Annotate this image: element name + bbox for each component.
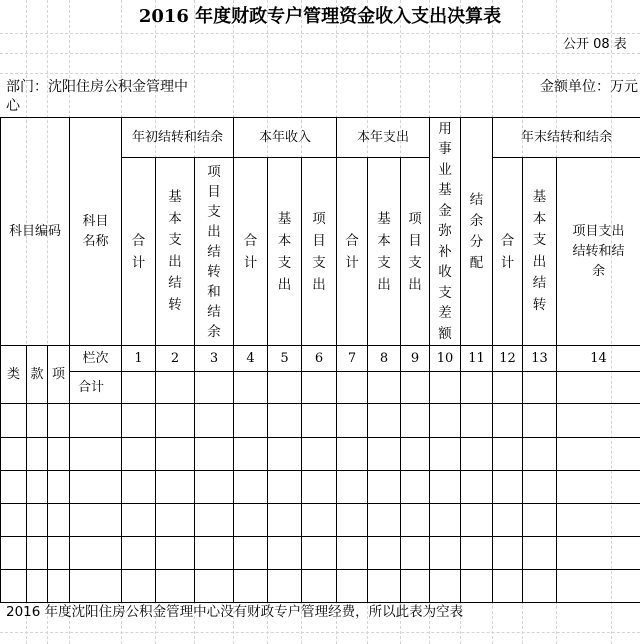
table-cell	[337, 438, 368, 471]
gridline	[0, 33, 640, 34]
gridline	[0, 73, 640, 74]
table-cell	[234, 471, 268, 504]
table-cell	[493, 438, 523, 471]
table-cell	[523, 471, 557, 504]
total-row	[1, 372, 640, 404]
expense-basic-header: 基本支出	[368, 158, 401, 346]
table-cell	[195, 372, 234, 404]
table-cell	[156, 438, 195, 471]
table-cell	[156, 504, 195, 537]
table-cell	[27, 570, 48, 603]
table-cell	[493, 537, 523, 570]
section-header: 款	[27, 346, 48, 404]
table-cell	[70, 504, 122, 537]
end-project-header: 项目支出结转和结余	[557, 158, 640, 346]
surplus-distribution-header: 结余分配	[461, 118, 493, 346]
begin-balance-header: 年初结转和结余	[122, 118, 234, 158]
income-total-header: 合计	[234, 158, 268, 346]
total-row-label: 合计	[70, 372, 122, 404]
col-number: 14	[557, 346, 640, 372]
table-cell	[1, 404, 27, 438]
career-fund-header: 用事业基金弥补收支差额	[430, 118, 461, 346]
subject-code-header: 科目编码	[1, 118, 70, 346]
gridline	[0, 632, 640, 633]
table-cell	[493, 504, 523, 537]
income-header: 本年收入	[234, 118, 337, 158]
table-cell	[461, 404, 493, 438]
table-cell	[368, 372, 401, 404]
table-cell	[401, 504, 430, 537]
table-cell	[368, 438, 401, 471]
table-cell	[70, 438, 122, 471]
col-number: 12	[493, 346, 523, 372]
table-cell	[268, 438, 302, 471]
table-cell	[557, 537, 640, 570]
end-total-header: 合计	[493, 158, 523, 346]
table-cell	[156, 471, 195, 504]
begin-project-header: 项目支出结转和结余	[195, 158, 234, 346]
table-cell	[156, 570, 195, 603]
table-cell	[523, 404, 557, 438]
income-basic-header: 基本支出	[268, 158, 302, 346]
table-cell	[195, 404, 234, 438]
table-cell	[70, 537, 122, 570]
table-cell	[122, 372, 156, 404]
table-cell	[234, 372, 268, 404]
table-cell	[302, 471, 337, 504]
subject-name-header: 科目名称	[70, 118, 122, 346]
table-cell	[156, 372, 195, 404]
expense-total-header: 合计	[337, 158, 368, 346]
table-cell	[48, 537, 70, 570]
table-cell	[523, 372, 557, 404]
col-number: 9	[401, 346, 430, 372]
budget-table	[0, 117, 640, 603]
table-cell	[461, 372, 493, 404]
table-cell	[461, 438, 493, 471]
item-header: 项	[48, 346, 70, 404]
table-cell	[1, 537, 27, 570]
table-cell	[122, 471, 156, 504]
begin-total-header: 合计	[122, 158, 156, 346]
begin-basic-header: 基本支出结转	[156, 158, 195, 346]
table-cell	[430, 438, 461, 471]
table-cell	[401, 471, 430, 504]
footer-note: 2016 年度沈阳住房公积金管理中心没有财政专户管理经费，所以此表为空表	[6, 604, 464, 620]
table-cell	[268, 372, 302, 404]
table-cell	[122, 537, 156, 570]
table-cell	[461, 471, 493, 504]
table-cell	[268, 471, 302, 504]
table-cell	[70, 404, 122, 438]
table-cell	[557, 504, 640, 537]
table-row	[1, 471, 640, 504]
table-cell	[523, 504, 557, 537]
table-cell	[401, 537, 430, 570]
gridline	[0, 53, 640, 54]
table-cell	[302, 570, 337, 603]
table-cell	[27, 404, 48, 438]
table-cell	[557, 570, 640, 603]
col-number: 8	[368, 346, 401, 372]
table-cell	[337, 537, 368, 570]
table-cell	[268, 570, 302, 603]
end-balance-header: 年末结转和结余	[493, 118, 640, 158]
table-cell	[337, 504, 368, 537]
table-cell	[430, 570, 461, 603]
col-number: 7	[337, 346, 368, 372]
table-cell	[368, 570, 401, 603]
col-number: 5	[268, 346, 302, 372]
col-number: 10	[430, 346, 461, 372]
table-cell	[122, 504, 156, 537]
expense-project-header: 项目 支出	[401, 158, 430, 346]
table-row	[1, 537, 640, 570]
table-cell	[268, 404, 302, 438]
col-number: 3	[195, 346, 234, 372]
table-cell	[302, 438, 337, 471]
income-project-header: 项目支出	[302, 158, 337, 346]
table-cell	[302, 372, 337, 404]
table-cell	[27, 438, 48, 471]
table-cell	[523, 537, 557, 570]
table-cell	[1, 570, 27, 603]
table-cell	[195, 438, 234, 471]
table-cell	[268, 504, 302, 537]
table-cell	[557, 471, 640, 504]
table-cell	[493, 471, 523, 504]
col-number: 13	[523, 346, 557, 372]
table-cell	[195, 471, 234, 504]
table-cell	[337, 404, 368, 438]
table-cell	[27, 471, 48, 504]
table-cell	[268, 537, 302, 570]
table-row	[1, 570, 640, 603]
table-row	[1, 404, 640, 438]
table-cell	[557, 404, 640, 438]
table-cell	[70, 570, 122, 603]
table-cell	[461, 504, 493, 537]
table-cell	[234, 438, 268, 471]
table-cell	[122, 404, 156, 438]
end-basic-header: 基本支出结转	[523, 158, 557, 346]
table-cell	[234, 504, 268, 537]
table-cell	[1, 438, 27, 471]
table-cell	[368, 471, 401, 504]
table-cell	[523, 438, 557, 471]
col-number: 2	[156, 346, 195, 372]
table-cell	[557, 372, 640, 404]
col-number: 1	[122, 346, 156, 372]
table-cell	[557, 438, 640, 471]
table-cell	[493, 372, 523, 404]
table-cell	[461, 537, 493, 570]
table-cell	[234, 404, 268, 438]
table-row	[1, 504, 640, 537]
table-cell	[234, 570, 268, 603]
unit-label: 金额单位：万元	[540, 79, 638, 95]
table-cell	[156, 537, 195, 570]
table-cell	[1, 471, 27, 504]
table-cell	[337, 570, 368, 603]
table-cell	[1, 504, 27, 537]
table-cell	[122, 570, 156, 603]
col-number: 4	[234, 346, 268, 372]
col-index-label: 栏次	[70, 346, 122, 372]
table-cell	[430, 537, 461, 570]
col-number: 6	[302, 346, 337, 372]
table-cell	[195, 537, 234, 570]
column-index-row	[1, 346, 640, 372]
table-cell	[48, 570, 70, 603]
table-cell	[401, 438, 430, 471]
table-cell	[302, 504, 337, 537]
table-cell	[48, 471, 70, 504]
table-cell	[195, 504, 234, 537]
table-cell	[337, 471, 368, 504]
col-number: 11	[461, 346, 493, 372]
table-cell	[122, 438, 156, 471]
table-cell	[368, 504, 401, 537]
table-cell	[523, 570, 557, 603]
table-cell	[401, 570, 430, 603]
table-cell	[493, 570, 523, 603]
table-cell	[302, 404, 337, 438]
table-cell	[337, 372, 368, 404]
table-cell	[493, 404, 523, 438]
table-cell	[430, 504, 461, 537]
table-cell	[48, 504, 70, 537]
table-cell	[302, 537, 337, 570]
class-header: 类	[1, 346, 27, 404]
table-row	[1, 438, 640, 471]
expense-header: 本年支出	[337, 118, 430, 158]
table-cell	[368, 537, 401, 570]
table-cell	[234, 537, 268, 570]
table-cell	[195, 570, 234, 603]
table-cell	[430, 372, 461, 404]
table-cell	[401, 404, 430, 438]
header-row-1	[1, 118, 640, 158]
table-cell	[27, 504, 48, 537]
department-label: 部门：沈阳住房公积金管理中心	[6, 79, 188, 114]
table-cell	[368, 404, 401, 438]
table-cell	[156, 404, 195, 438]
table-cell	[430, 471, 461, 504]
page-title: 2016 年度财政专户管理资金收入支出决算表	[138, 6, 502, 27]
table-cell	[430, 404, 461, 438]
table-cell	[461, 570, 493, 603]
form-code: 公开 08 表	[563, 37, 627, 52]
table-cell	[48, 438, 70, 471]
table-cell	[70, 471, 122, 504]
table-cell	[401, 372, 430, 404]
table-cell	[27, 537, 48, 570]
table-cell	[48, 404, 70, 438]
